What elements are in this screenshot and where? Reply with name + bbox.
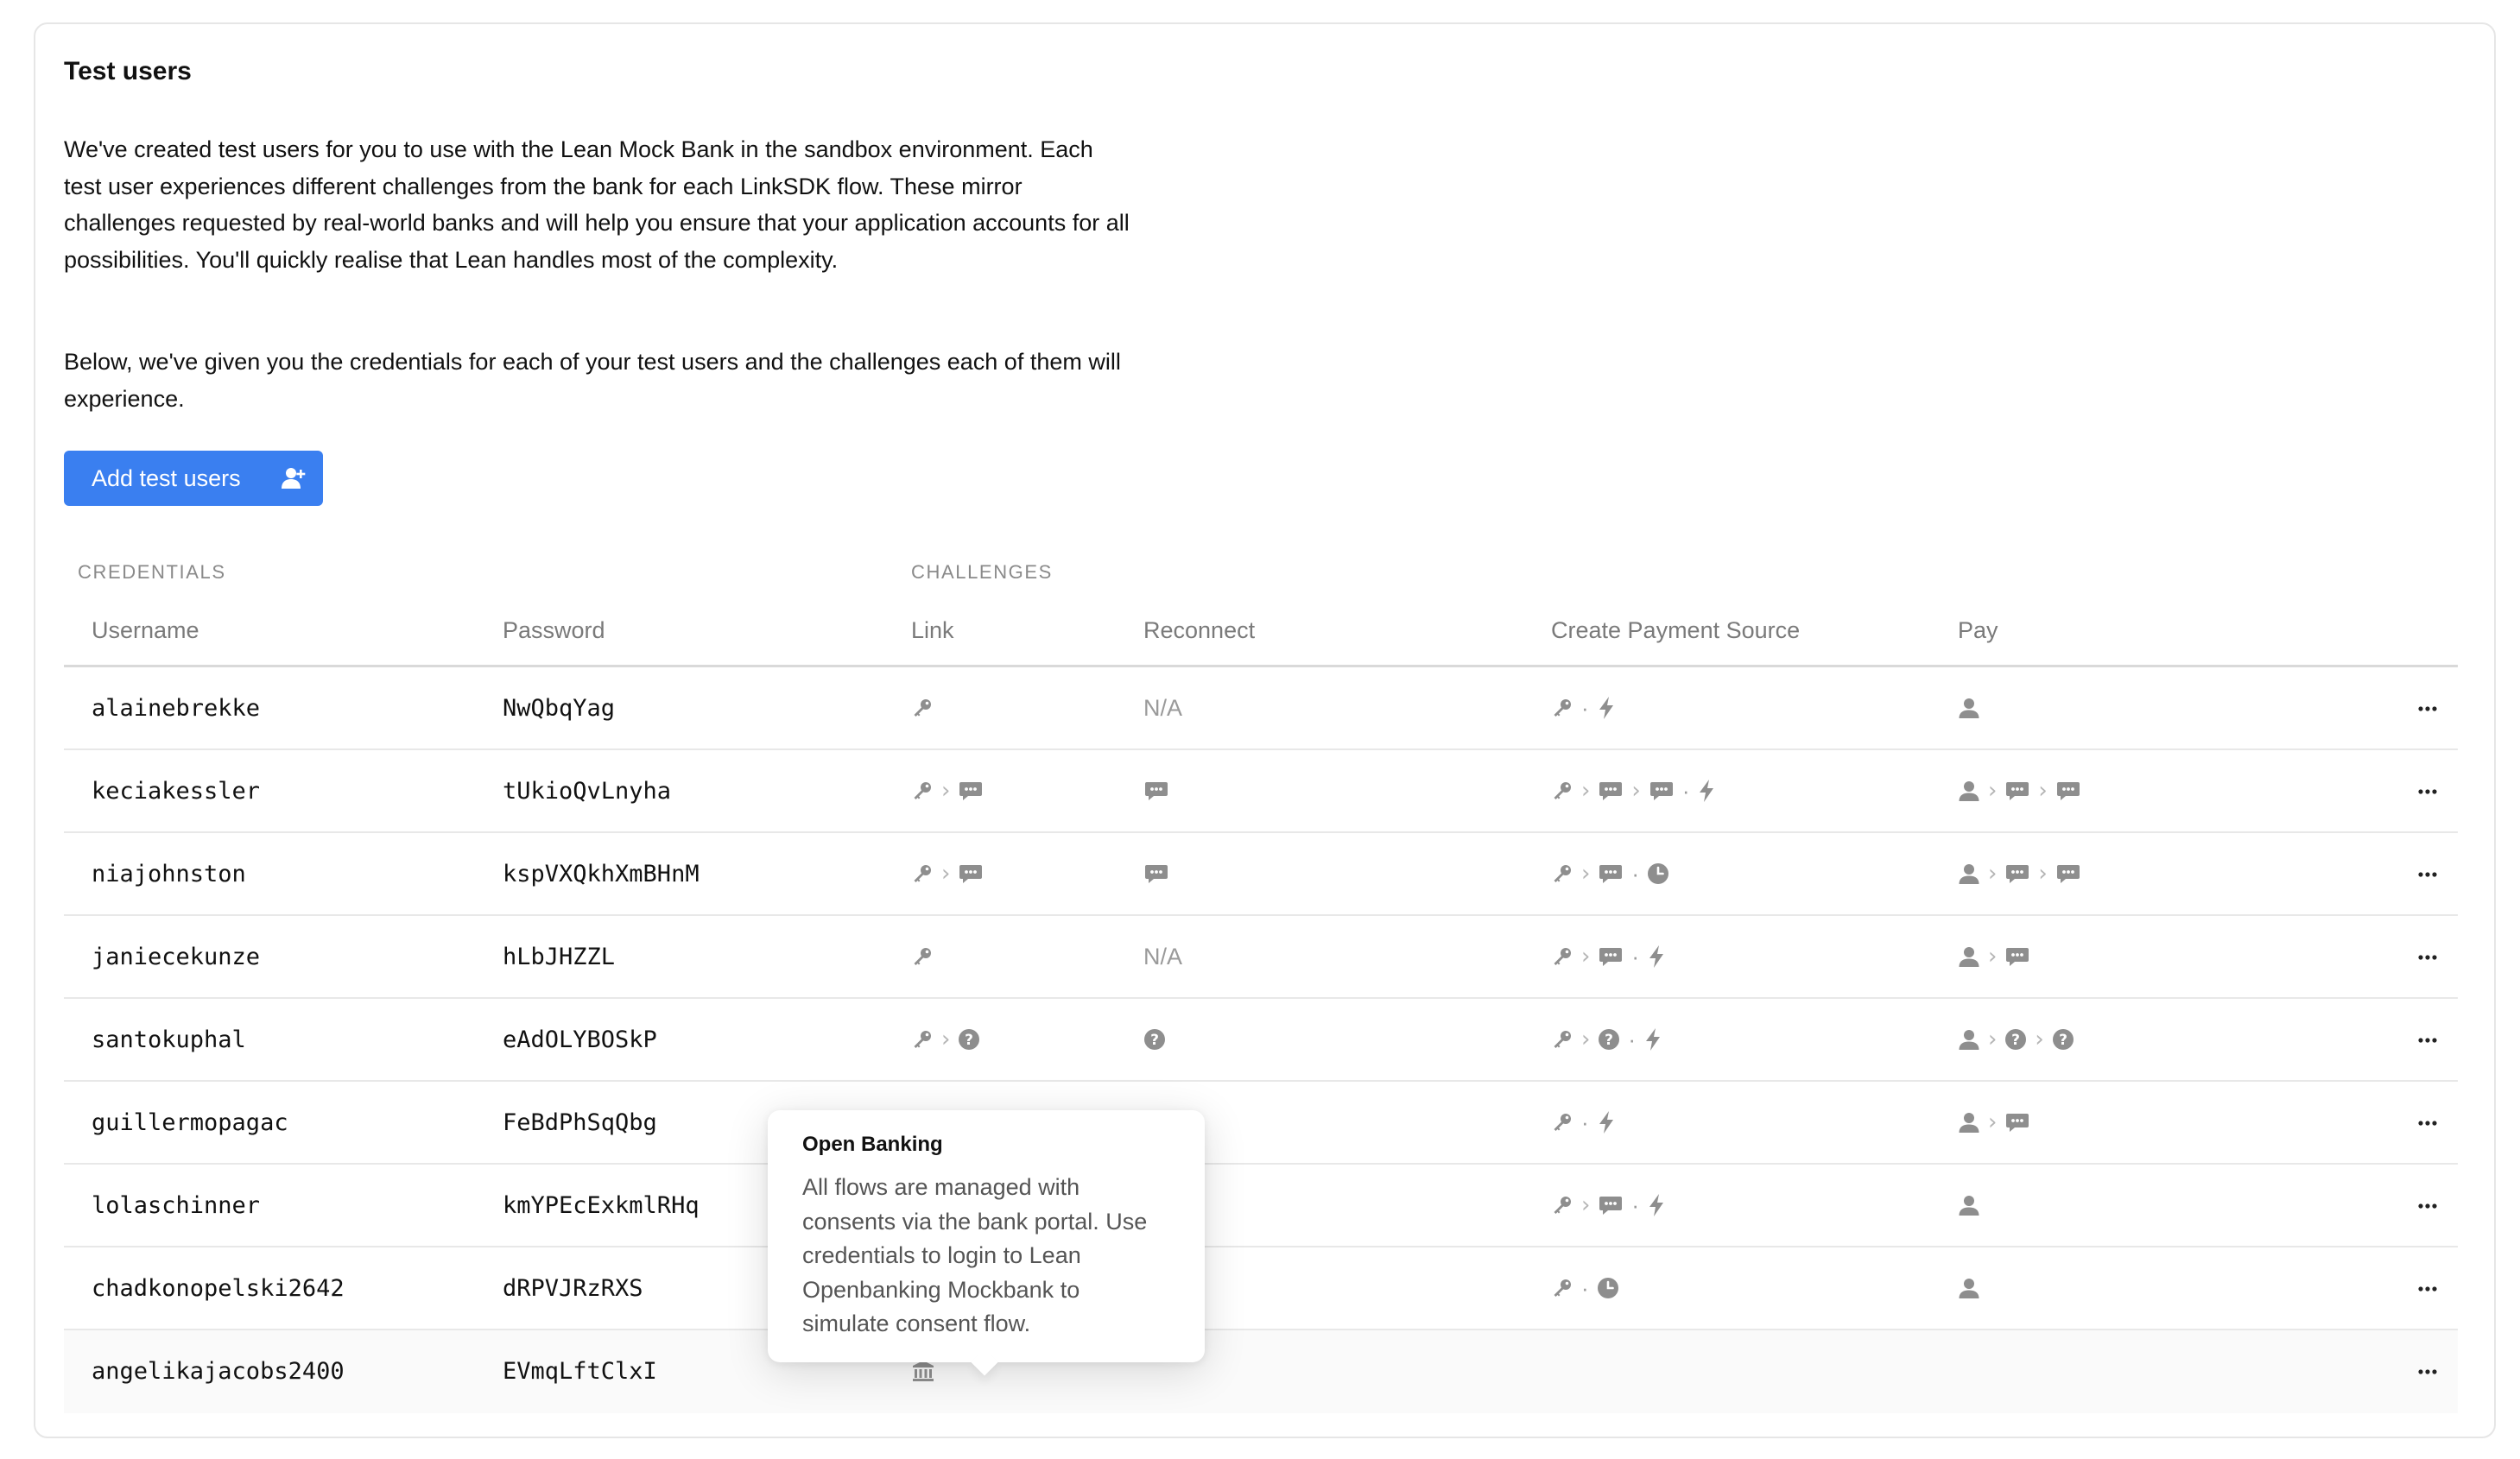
column-create-payment-source: Create Payment Source xyxy=(1551,617,1801,643)
user-icon xyxy=(1958,945,1980,968)
username-cell[interactable]: keciakessler xyxy=(92,777,261,805)
key-icon xyxy=(1551,1194,1573,1216)
username-cell[interactable]: chadkonopelski2642 xyxy=(92,1274,345,1302)
table-row xyxy=(64,750,2458,833)
user-icon xyxy=(1958,862,1980,885)
chat-icon xyxy=(1143,780,1169,802)
bank-icon[interactable] xyxy=(911,1359,935,1383)
reconnect-cell xyxy=(1143,667,1182,748)
key-icon xyxy=(1551,1028,1573,1051)
step-arrow: › xyxy=(1581,861,1591,887)
reconnect-cell xyxy=(1143,833,1169,914)
key-icon xyxy=(911,1028,934,1051)
create-payment-source-flow xyxy=(1551,778,1716,805)
pay-cell xyxy=(1958,1165,1980,1246)
password-cell[interactable]: dRPVJRzRXS xyxy=(503,1274,643,1302)
link-flow xyxy=(911,1359,935,1383)
combined-dot: · xyxy=(1581,1274,1589,1301)
link-flow xyxy=(911,861,984,887)
step-arrow: › xyxy=(941,778,951,804)
password-cell[interactable]: FeBdPhSqQbg xyxy=(503,1108,657,1136)
create-payment-source-flow xyxy=(1551,695,1616,722)
table-row xyxy=(64,833,2458,916)
link-cell xyxy=(911,750,984,831)
chat-icon xyxy=(958,862,984,885)
pay-flow xyxy=(1958,944,2030,970)
create-payment-source-cell xyxy=(1551,999,1662,1080)
combined-dot: · xyxy=(1681,777,1690,804)
username-cell[interactable]: santokuphal xyxy=(92,1026,246,1053)
key-icon xyxy=(1551,697,1573,719)
key-icon xyxy=(1551,862,1573,885)
step-arrow: › xyxy=(1581,944,1591,970)
add-test-users-label: Add test users xyxy=(92,464,241,491)
chat-icon xyxy=(1598,862,1624,885)
test-users-card xyxy=(34,22,2496,1438)
link-cell xyxy=(911,916,934,997)
link-flow xyxy=(911,778,984,804)
pay-flow xyxy=(1958,1109,2030,1135)
chat-icon xyxy=(1598,945,1624,968)
combined-dot: · xyxy=(1631,860,1640,887)
svg-text:?: ? xyxy=(2011,1032,2021,1049)
key-icon xyxy=(911,945,934,968)
pay-cell xyxy=(1958,916,2030,997)
step-arrow: › xyxy=(941,861,951,887)
password-cell[interactable]: kmYPEcExkmlRHq xyxy=(503,1191,700,1219)
svg-text:?: ? xyxy=(2058,1032,2067,1049)
pay-cell xyxy=(1958,667,1980,748)
key-icon xyxy=(911,862,934,885)
tooltip-title: Open Banking xyxy=(802,1133,943,1156)
chat-icon xyxy=(1649,780,1675,802)
create-payment-source-flow xyxy=(1551,1275,1619,1302)
key-icon xyxy=(911,780,934,802)
step-arrow: › xyxy=(1988,1109,1998,1135)
reconnect-cell xyxy=(1143,750,1169,831)
column-link: Link xyxy=(911,617,954,643)
table-row xyxy=(64,1082,2458,1165)
user-icon xyxy=(1958,1028,1980,1051)
pay-flow xyxy=(1958,861,2081,887)
add-user-icon xyxy=(279,464,307,492)
key-icon xyxy=(1551,780,1573,802)
table-row xyxy=(64,1330,2458,1413)
bolt-icon xyxy=(1647,1193,1666,1217)
create-payment-source-flow xyxy=(1551,944,1666,970)
username-cell[interactable]: alainebrekke xyxy=(92,694,261,722)
add-test-users-button[interactable] xyxy=(64,451,323,506)
step-arrow: › xyxy=(2038,861,2048,887)
chat-icon xyxy=(2004,1111,2030,1134)
combined-dot: · xyxy=(1581,1108,1589,1135)
column-password: Password xyxy=(503,617,605,643)
pay-flow xyxy=(1958,1026,2074,1052)
pay-cell xyxy=(1958,1247,1980,1329)
chat-icon xyxy=(1598,1194,1624,1216)
user-icon xyxy=(1958,1277,1980,1299)
create-payment-source-cell xyxy=(1551,916,1666,997)
create-payment-source-flow xyxy=(1551,861,1669,887)
more-icon[interactable] xyxy=(2415,1355,2441,1389)
key-icon xyxy=(1551,945,1573,968)
pay-cell xyxy=(1958,1082,2030,1163)
svg-text:?: ? xyxy=(1150,1032,1159,1049)
chat-icon xyxy=(1598,780,1624,802)
pay-flow xyxy=(1958,1194,1980,1216)
table-row xyxy=(64,999,2458,1082)
password-cell[interactable]: kspVXQkhXmBHnM xyxy=(503,860,700,887)
bolt-icon xyxy=(1597,1110,1616,1134)
link-cell xyxy=(911,667,934,748)
username-cell[interactable]: niajohnston xyxy=(92,860,246,887)
chat-icon xyxy=(1143,862,1169,885)
password-cell[interactable]: hLbJHZZL xyxy=(503,943,616,970)
link-flow xyxy=(911,945,934,968)
step-arrow: › xyxy=(941,1026,951,1052)
column-reconnect: Reconnect xyxy=(1143,617,1256,643)
user-icon xyxy=(1958,780,1980,802)
more-icon[interactable] xyxy=(2415,774,2441,809)
step-arrow: › xyxy=(1581,1192,1591,1218)
username-cell[interactable]: lolaschinner xyxy=(92,1191,261,1219)
column-username: Username xyxy=(92,617,199,643)
table-row xyxy=(64,1165,2458,1247)
more-icon[interactable] xyxy=(2415,1189,2441,1223)
section-credentials: CREDENTIALS xyxy=(78,561,226,583)
link-cell xyxy=(911,833,984,914)
key-icon xyxy=(1551,1277,1573,1299)
chat-icon xyxy=(958,780,984,802)
username-cell[interactable]: guillermopagac xyxy=(92,1108,288,1136)
link-flow xyxy=(911,697,934,719)
password-cell[interactable]: tUkioQvLnyha xyxy=(503,777,672,805)
create-payment-source-cell xyxy=(1551,1082,1616,1163)
question-icon xyxy=(2052,1028,2074,1051)
create-payment-source-cell xyxy=(1551,833,1669,914)
clock-icon xyxy=(1647,862,1669,885)
more-icon[interactable] xyxy=(2415,1272,2441,1306)
credentials-paragraph: Below, we've given you the credentials for each of your test users and the challenges each of them will experience. xyxy=(64,349,1121,412)
question-icon xyxy=(1598,1028,1620,1051)
combined-dot: · xyxy=(1631,943,1640,970)
question-icon xyxy=(1143,1028,1166,1051)
step-arrow: › xyxy=(1988,944,1998,970)
step-arrow: › xyxy=(1581,778,1591,804)
question-icon xyxy=(958,1028,980,1051)
bolt-icon xyxy=(1647,944,1666,969)
table-row xyxy=(64,916,2458,999)
create-payment-source-cell xyxy=(1551,750,1716,831)
clock-icon xyxy=(1597,1277,1619,1299)
page-title: Test users xyxy=(64,57,192,85)
step-arrow: › xyxy=(2035,1026,2044,1052)
intro-paragraph: We've created test users for you to use with the Lean Mock Bank in the sandbox environment. Each test user experiences different challenges from the bank for each LinkSDK flow. These mirror challenges requested by real-world banks and will help you ensure that your application accounts for all possibilities. You'll quickly realise that Lean handles most of the complexity. xyxy=(64,136,1130,273)
table-row xyxy=(64,667,2458,750)
create-payment-source-cell xyxy=(1551,1247,1619,1329)
create-payment-source-cell xyxy=(1551,667,1616,748)
svg-text:?: ? xyxy=(965,1032,974,1049)
create-payment-source-cell xyxy=(1551,1165,1666,1246)
reconnect-cell xyxy=(1143,916,1182,997)
username-cell[interactable]: janiecekunze xyxy=(92,943,261,970)
key-icon xyxy=(1551,1111,1573,1134)
user-icon xyxy=(1958,1194,1980,1216)
create-payment-source-flow xyxy=(1551,1109,1616,1136)
link-flow xyxy=(911,1026,980,1052)
open-banking-tooltip xyxy=(768,1110,1205,1362)
bolt-icon xyxy=(1597,696,1616,720)
section-challenges: CHALLENGES xyxy=(911,561,1053,583)
user-icon xyxy=(1958,697,1980,719)
svg-text:?: ? xyxy=(1605,1032,1614,1049)
pay-flow xyxy=(1958,697,1980,719)
link-cell xyxy=(911,999,980,1080)
more-icon[interactable] xyxy=(2415,857,2441,892)
reconnect-flow xyxy=(1143,1028,1166,1051)
pay-cell xyxy=(1958,833,2081,914)
chat-icon xyxy=(2055,780,2081,802)
create-payment-source-flow xyxy=(1551,1026,1662,1053)
step-arrow: › xyxy=(1988,1026,1998,1052)
combined-dot: · xyxy=(1581,694,1589,721)
pay-cell xyxy=(1958,750,2081,831)
password-cell[interactable]: EVmqLftClxI xyxy=(503,1357,657,1385)
pay-flow xyxy=(1958,1277,1980,1299)
create-payment-source-flow xyxy=(1551,1192,1666,1219)
step-arrow: › xyxy=(1631,778,1641,804)
password-cell[interactable]: eAdOLYBOSkP xyxy=(503,1026,657,1053)
na-text: N/A xyxy=(1143,694,1183,721)
more-icon[interactable] xyxy=(2415,940,2441,975)
more-icon[interactable] xyxy=(2415,692,2441,726)
reconnect-flow xyxy=(1143,780,1169,802)
more-icon[interactable] xyxy=(2415,1106,2441,1140)
step-arrow: › xyxy=(1988,861,1998,887)
pay-flow xyxy=(1958,778,2081,804)
table-row xyxy=(64,1247,2458,1330)
tooltip-body: All flows are managed with consents via the bank portal. Use credentials to login to Lean Openbanking Mockbank to simulate consent flow. xyxy=(802,1174,1148,1336)
more-icon[interactable] xyxy=(2415,1023,2441,1058)
step-arrow: › xyxy=(1581,1026,1591,1052)
bolt-icon xyxy=(1697,779,1716,803)
step-arrow: › xyxy=(1988,778,1998,804)
chat-icon xyxy=(2055,862,2081,885)
reconnect-flow xyxy=(1143,862,1169,885)
username-cell[interactable]: angelikajacobs2400 xyxy=(92,1357,345,1385)
chat-icon xyxy=(2004,945,2030,968)
user-icon xyxy=(1958,1111,1980,1134)
bolt-icon xyxy=(1643,1027,1662,1052)
step-arrow: › xyxy=(2038,778,2048,804)
na-text: N/A xyxy=(1143,943,1183,970)
combined-dot: · xyxy=(1631,1191,1640,1218)
reconnect-cell xyxy=(1143,999,1166,1080)
column-pay: Pay xyxy=(1958,617,1998,643)
key-icon xyxy=(911,697,934,719)
question-icon xyxy=(2004,1028,2027,1051)
combined-dot: · xyxy=(1628,1026,1637,1052)
password-cell[interactable]: NwQbqYag xyxy=(503,694,616,722)
pay-cell xyxy=(1958,999,2074,1080)
chat-icon xyxy=(2004,862,2030,885)
chat-icon xyxy=(2004,780,2030,802)
